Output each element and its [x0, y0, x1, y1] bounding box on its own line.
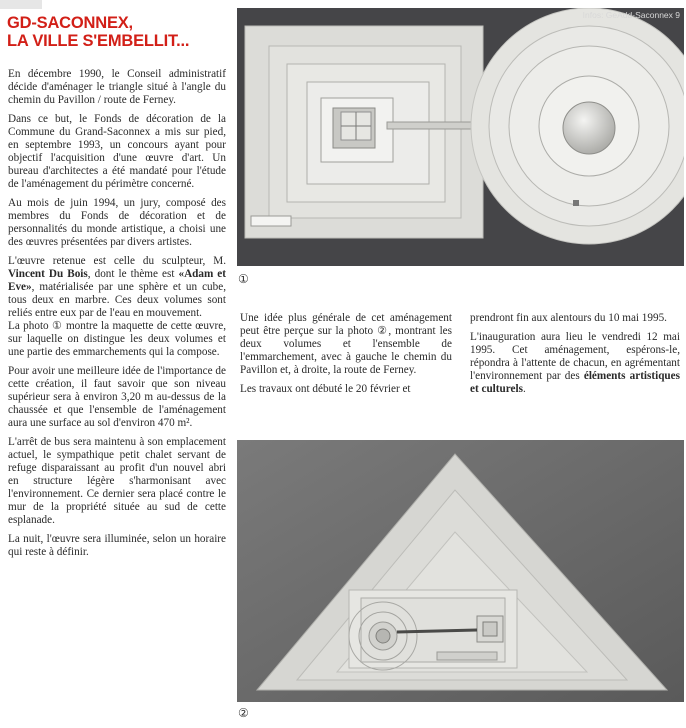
column-3	[470, 312, 680, 402]
photo-number-2: ②	[238, 706, 249, 720]
model-drawing-2	[237, 440, 684, 702]
p4-text-before: L'œuvre retenue est celle du sculpteur, M.	[8, 255, 226, 267]
photo-credit: Infos: GeAdd-Saconnex 9	[582, 10, 680, 20]
paragraph-3: Au mois de juin 1994, un jury, composé des membres du Fonds de décoration et de personnalités du monde artistique, a choisi une des œuvres présentées par divers artistes.	[8, 197, 226, 248]
p12-bold-text: éléments artistiques et culturels	[470, 370, 680, 395]
p12-text-after: .	[522, 383, 526, 395]
column-2	[240, 312, 452, 402]
column-1	[8, 68, 226, 565]
paragraph-2: Dans ce but, le Fonds de décoration de la Commune du Grand-Saconnex a mis sur pied, en septembre 1993, un concours ayant pour objectif l'acquisition d'une œuvre d'art. Un bureau d'architectes a été mandaté pour l'étude de l'aménagement du périmètre concerné.	[8, 113, 226, 190]
sculptor-name: Vincent Du Bois	[8, 268, 88, 280]
headline-line-1: GD-SACONNEX,	[7, 14, 133, 32]
headline-line-2: LA VILLE S'EMBELLIT...	[7, 32, 190, 50]
paragraph-4	[8, 255, 226, 320]
photo-site-overview	[237, 440, 684, 702]
model-drawing-1	[237, 8, 684, 266]
p12-text-before: L'inauguration aura lieu le vendredi 12 mai 1995. Cet aménagement, espérons-le, répondra à l'attente de chacun, en agrémentant l'environnement par des	[470, 331, 680, 382]
paragraph-1: En décembre 1990, le Conseil administratif décide d'aménager le triangle situé à l'angle du chemin du Pavillon / route de Ferney.	[8, 68, 226, 106]
paragraph-10: Les travaux ont débuté le 20 février et	[240, 383, 411, 395]
corner-tab	[0, 0, 42, 9]
paragraph-7: L'arrêt de bus sera maintenu à son emplacement actuel, le sympathique petit chalet servant de refuge disparaissant au profit d'un nouvel abri en structure légère s'harmonisant avec l'environnement. Ce dernier sera placé contre le mur de la propriété située au sud de cette esplanade.	[8, 436, 226, 526]
paragraph-12	[470, 331, 680, 396]
headline	[7, 14, 232, 50]
p4-text-mid: , dont le thème est	[87, 268, 179, 280]
photo-number-1: ①	[238, 272, 249, 286]
p4-text-after: , matérialisée par une sphère et un cube, tous deux en marbre. Ces deux volumes sont reliés entre eux par de l'eau en mouvement.	[8, 281, 226, 319]
paragraph-5: La photo ① montre la maquette de cette œuvre, sur laquelle on distingue les deux volumes et une partie des emmarchements qui la compose.	[8, 320, 226, 358]
paragraph-8: La nuit, l'œuvre sera illuminée, selon un horaire qui reste à définir.	[8, 533, 226, 558]
paragraph-9: Une idée plus générale de cet aménagement peut être perçue sur la photo ②, montrant les deux volumes et l'ensemble de l'emmarchement, avec à gauche le chemin du Pavillon et, à droite, la route de Ferney.	[240, 312, 452, 376]
artwork-title: «Adam et Eve»	[8, 268, 227, 293]
photo-model-top-view	[237, 8, 684, 266]
paragraph-6: Pour avoir une meilleure idée de l'importance de cette création, il faut savoir que son niveau supérieur sera à environ 3,20 m au-dessus de la chaussée et que l'ensemble de l'aménagement aura une surface au sol d'environ 470 m².	[8, 365, 226, 429]
paragraph-11: prendront fin aux alentours du 10 mai 1995.	[470, 312, 667, 324]
